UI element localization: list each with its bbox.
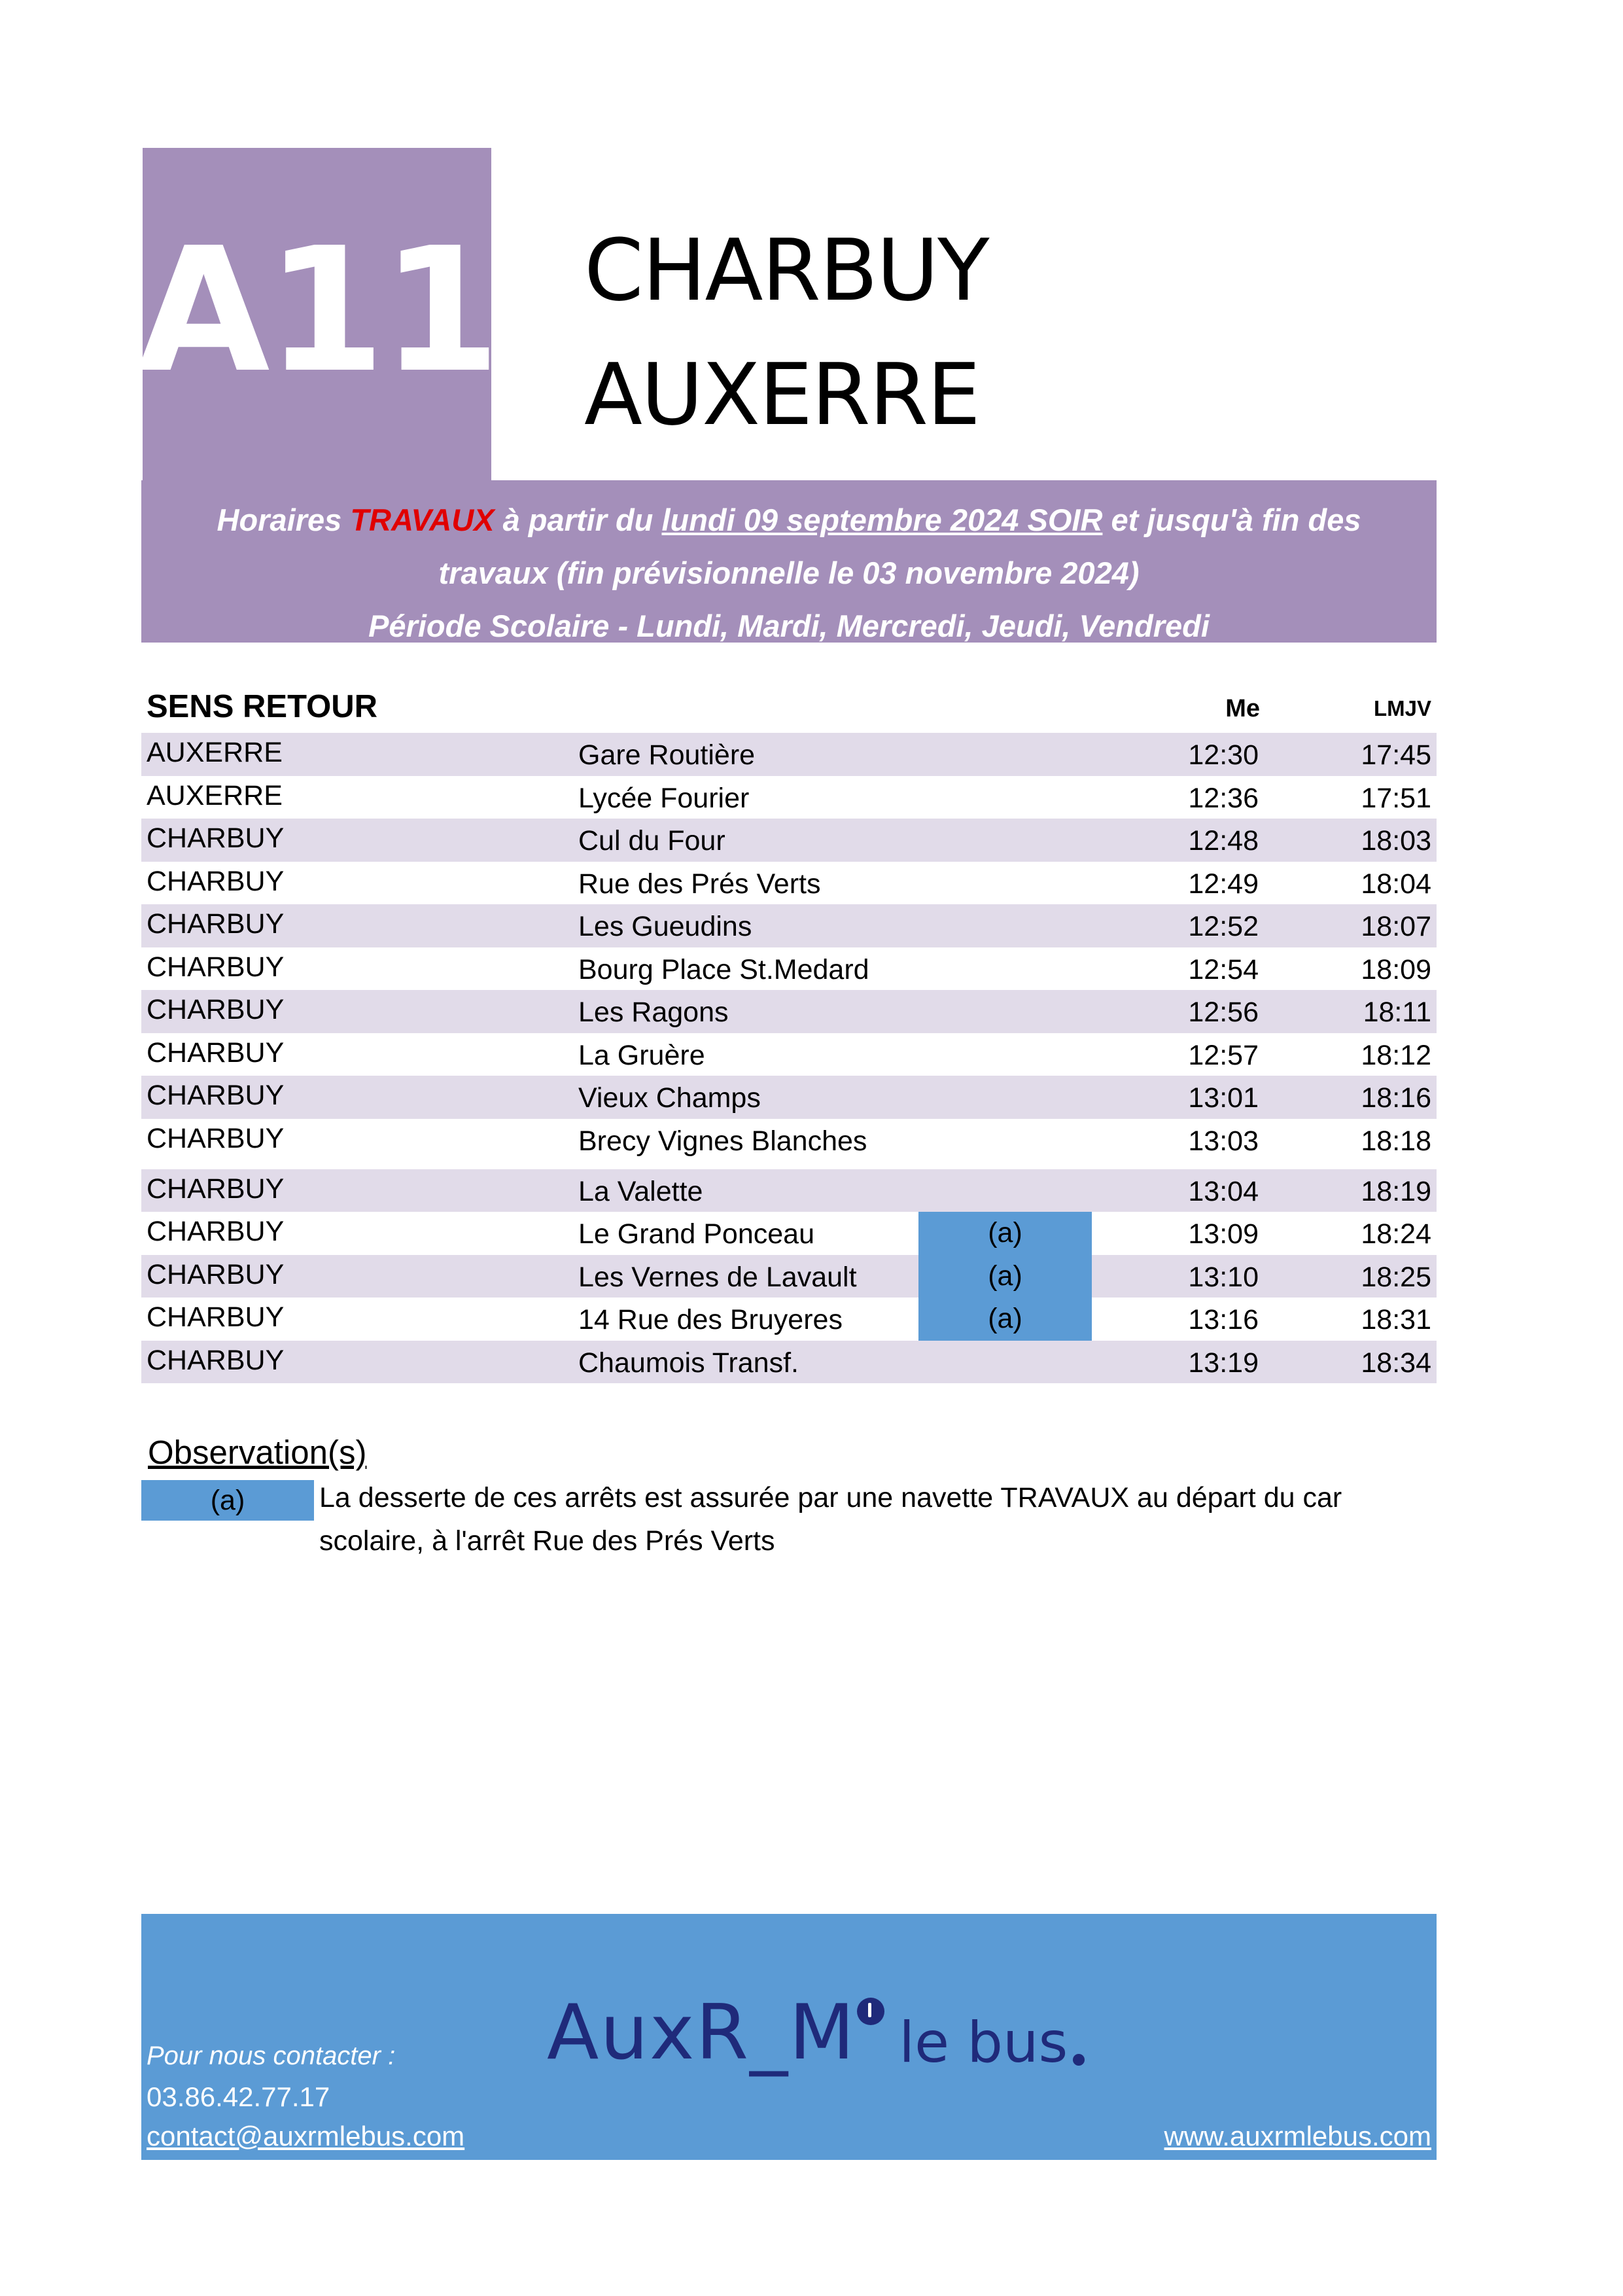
cell-time-lmjv: 18:12 [1361, 1039, 1431, 1071]
banner-travaux: TRAVAUX [350, 503, 495, 537]
website-link[interactable]: www.auxrmlebus.com [1164, 2121, 1431, 2151]
cell-stop: Rue des Prés Verts [578, 868, 821, 900]
logo-wordmark: AuxR_M [547, 1988, 856, 2077]
footer [141, 1914, 1437, 2160]
cell-city: AUXERRE [147, 737, 283, 768]
cell-city: AUXERRE [147, 779, 283, 811]
auxrm-logo [547, 1979, 1085, 2077]
cell-city: CHARBUY [147, 908, 285, 940]
observation-text: La desserte de ces arrêts est assurée par une navette TRAVAUX au départ du car scolaire, à l'arrêt Rue des Prés Verts [319, 1482, 1342, 1557]
contact-email-link[interactable]: contact@auxrmlebus.com [147, 2121, 465, 2151]
cell-city: CHARBUY [147, 1173, 285, 1205]
cell-time-lmjv: 18:31 [1361, 1304, 1431, 1335]
table-row [141, 947, 1437, 991]
table-row [141, 862, 1437, 905]
cell-time-me: 13:01 [1188, 1082, 1259, 1114]
banner-text-1: Horaires [217, 503, 351, 537]
logo-tagline: le bus [899, 2010, 1068, 2075]
cell-time-lmjv: 18:11 [1363, 997, 1431, 1028]
column-header-me: Me [1225, 695, 1260, 722]
cell-time-me: 12:49 [1188, 868, 1259, 900]
route-names [584, 208, 988, 457]
cell-time-lmjv: 17:45 [1361, 739, 1431, 771]
cell-city: CHARBUY [147, 1216, 285, 1247]
cell-stop: La Gruère [578, 1039, 705, 1071]
cell-stop: Vieux Champs [578, 1082, 761, 1114]
cell-time-lmjv: 17:51 [1361, 782, 1431, 814]
cell-time-lmjv: 18:18 [1361, 1125, 1431, 1157]
cell-time-me: 12:48 [1188, 825, 1259, 857]
cell-time-me: 13:09 [1188, 1218, 1259, 1250]
table-row [141, 1076, 1437, 1119]
cell-time-lmjv: 18:19 [1361, 1175, 1431, 1207]
observation-key: (a) [141, 1480, 314, 1521]
cell-city: CHARBUY [147, 1258, 285, 1290]
cell-stop: Le Grand Ponceau [578, 1218, 814, 1250]
table-row [141, 1255, 1437, 1298]
banner-start-date: lundi 09 septembre 2024 SOIR [661, 503, 1103, 537]
table-row [141, 1298, 1437, 1341]
cell-time-me: 13:10 [1188, 1261, 1259, 1293]
cell-time-me: 12:56 [1188, 997, 1259, 1028]
cell-note: (a) [918, 1298, 1092, 1341]
cell-stop: La Valette [578, 1175, 703, 1207]
banner-text-3: et jusqu'à fin des [1111, 503, 1361, 537]
table-row [141, 776, 1437, 819]
cell-stop: Cul du Four [578, 825, 725, 857]
table-row [141, 1033, 1437, 1076]
observations-title: Observation(s) [148, 1434, 367, 1471]
cell-city: CHARBUY [147, 1344, 285, 1376]
cell-stop: Brecy Vignes Blanches [578, 1125, 867, 1157]
route-to: AUXERRE [584, 345, 980, 444]
schedule-banner [141, 480, 1437, 643]
cell-stop: 14 Rue des Bruyeres [578, 1304, 843, 1335]
cell-time-me: 12:57 [1188, 1039, 1259, 1071]
logo-dot-icon [857, 1998, 884, 2025]
table-row [141, 733, 1437, 776]
timetable-header [141, 686, 1437, 733]
cell-time-me: 12:36 [1188, 782, 1259, 814]
cell-stop: Les Vernes de Lavault [578, 1261, 857, 1293]
cell-stop: Lycée Fourier [578, 782, 750, 814]
timetable [141, 686, 1437, 1383]
banner-line-3: Période Scolaire - Lundi, Mardi, Mercredi, Jeudi, Vendredi [368, 609, 1210, 643]
cell-note: (a) [918, 1212, 1092, 1255]
banner-line-1 [141, 493, 1437, 546]
cell-note: (a) [918, 1255, 1092, 1298]
cell-stop: Bourg Place St.Medard [578, 953, 869, 985]
cell-time-lmjv: 18:25 [1361, 1261, 1431, 1293]
route-from: CHARBUY [584, 221, 988, 320]
contact-label: Pour nous contacter : [147, 2041, 396, 2070]
table-row [141, 1341, 1437, 1384]
cell-city: CHARBUY [147, 1122, 285, 1154]
cell-time-me: 13:03 [1188, 1125, 1259, 1157]
cell-stop: Chaumois Transf. [578, 1347, 799, 1379]
banner-text-2: à partir du [494, 503, 662, 537]
cell-stop: Gare Routière [578, 739, 756, 771]
cell-city: CHARBUY [147, 1080, 285, 1111]
cell-time-lmjv: 18:04 [1361, 868, 1431, 900]
cell-city: CHARBUY [147, 951, 285, 983]
cell-time-me: 12:54 [1188, 953, 1259, 985]
logo-period-icon [1073, 2054, 1085, 2066]
timetable-body [141, 733, 1437, 1383]
cell-time-me: 13:04 [1188, 1175, 1259, 1207]
cell-city: CHARBUY [147, 994, 285, 1025]
cell-time-me: 13:16 [1188, 1304, 1259, 1335]
cell-time-lmjv: 18:24 [1361, 1218, 1431, 1250]
table-row [141, 990, 1437, 1033]
banner-line-2: travaux (fin prévisionnelle le 03 novembre 2024) [438, 556, 1140, 590]
cell-stop: Les Gueudins [578, 911, 752, 942]
table-row [141, 1119, 1437, 1169]
table-row [141, 904, 1437, 947]
cell-time-me: 12:30 [1188, 739, 1259, 771]
table-row [141, 1212, 1437, 1255]
cell-city: CHARBUY [147, 1301, 285, 1333]
cell-time-me: 13:19 [1188, 1347, 1259, 1379]
line-code: A11 [137, 211, 497, 410]
line-badge [137, 148, 497, 480]
cell-time-lmjv: 18:16 [1361, 1082, 1431, 1114]
cell-city: CHARBUY [147, 865, 285, 897]
cell-time-lmjv: 18:03 [1361, 825, 1431, 857]
cell-city: CHARBUY [147, 822, 285, 854]
direction-label: SENS RETOUR [147, 689, 378, 724]
cell-stop: Les Ragons [578, 997, 729, 1028]
column-header-lmjv: LMJV [1373, 696, 1431, 720]
cell-time-lmjv: 18:07 [1361, 911, 1431, 942]
cell-time-lmjv: 18:34 [1361, 1347, 1431, 1379]
table-row [141, 819, 1437, 862]
table-row [141, 1169, 1437, 1212]
cell-time-lmjv: 18:09 [1361, 953, 1431, 985]
cell-time-me: 12:52 [1188, 911, 1259, 942]
cell-city: CHARBUY [147, 1036, 285, 1069]
contact-phone: 03.86.42.77.17 [147, 2081, 330, 2112]
